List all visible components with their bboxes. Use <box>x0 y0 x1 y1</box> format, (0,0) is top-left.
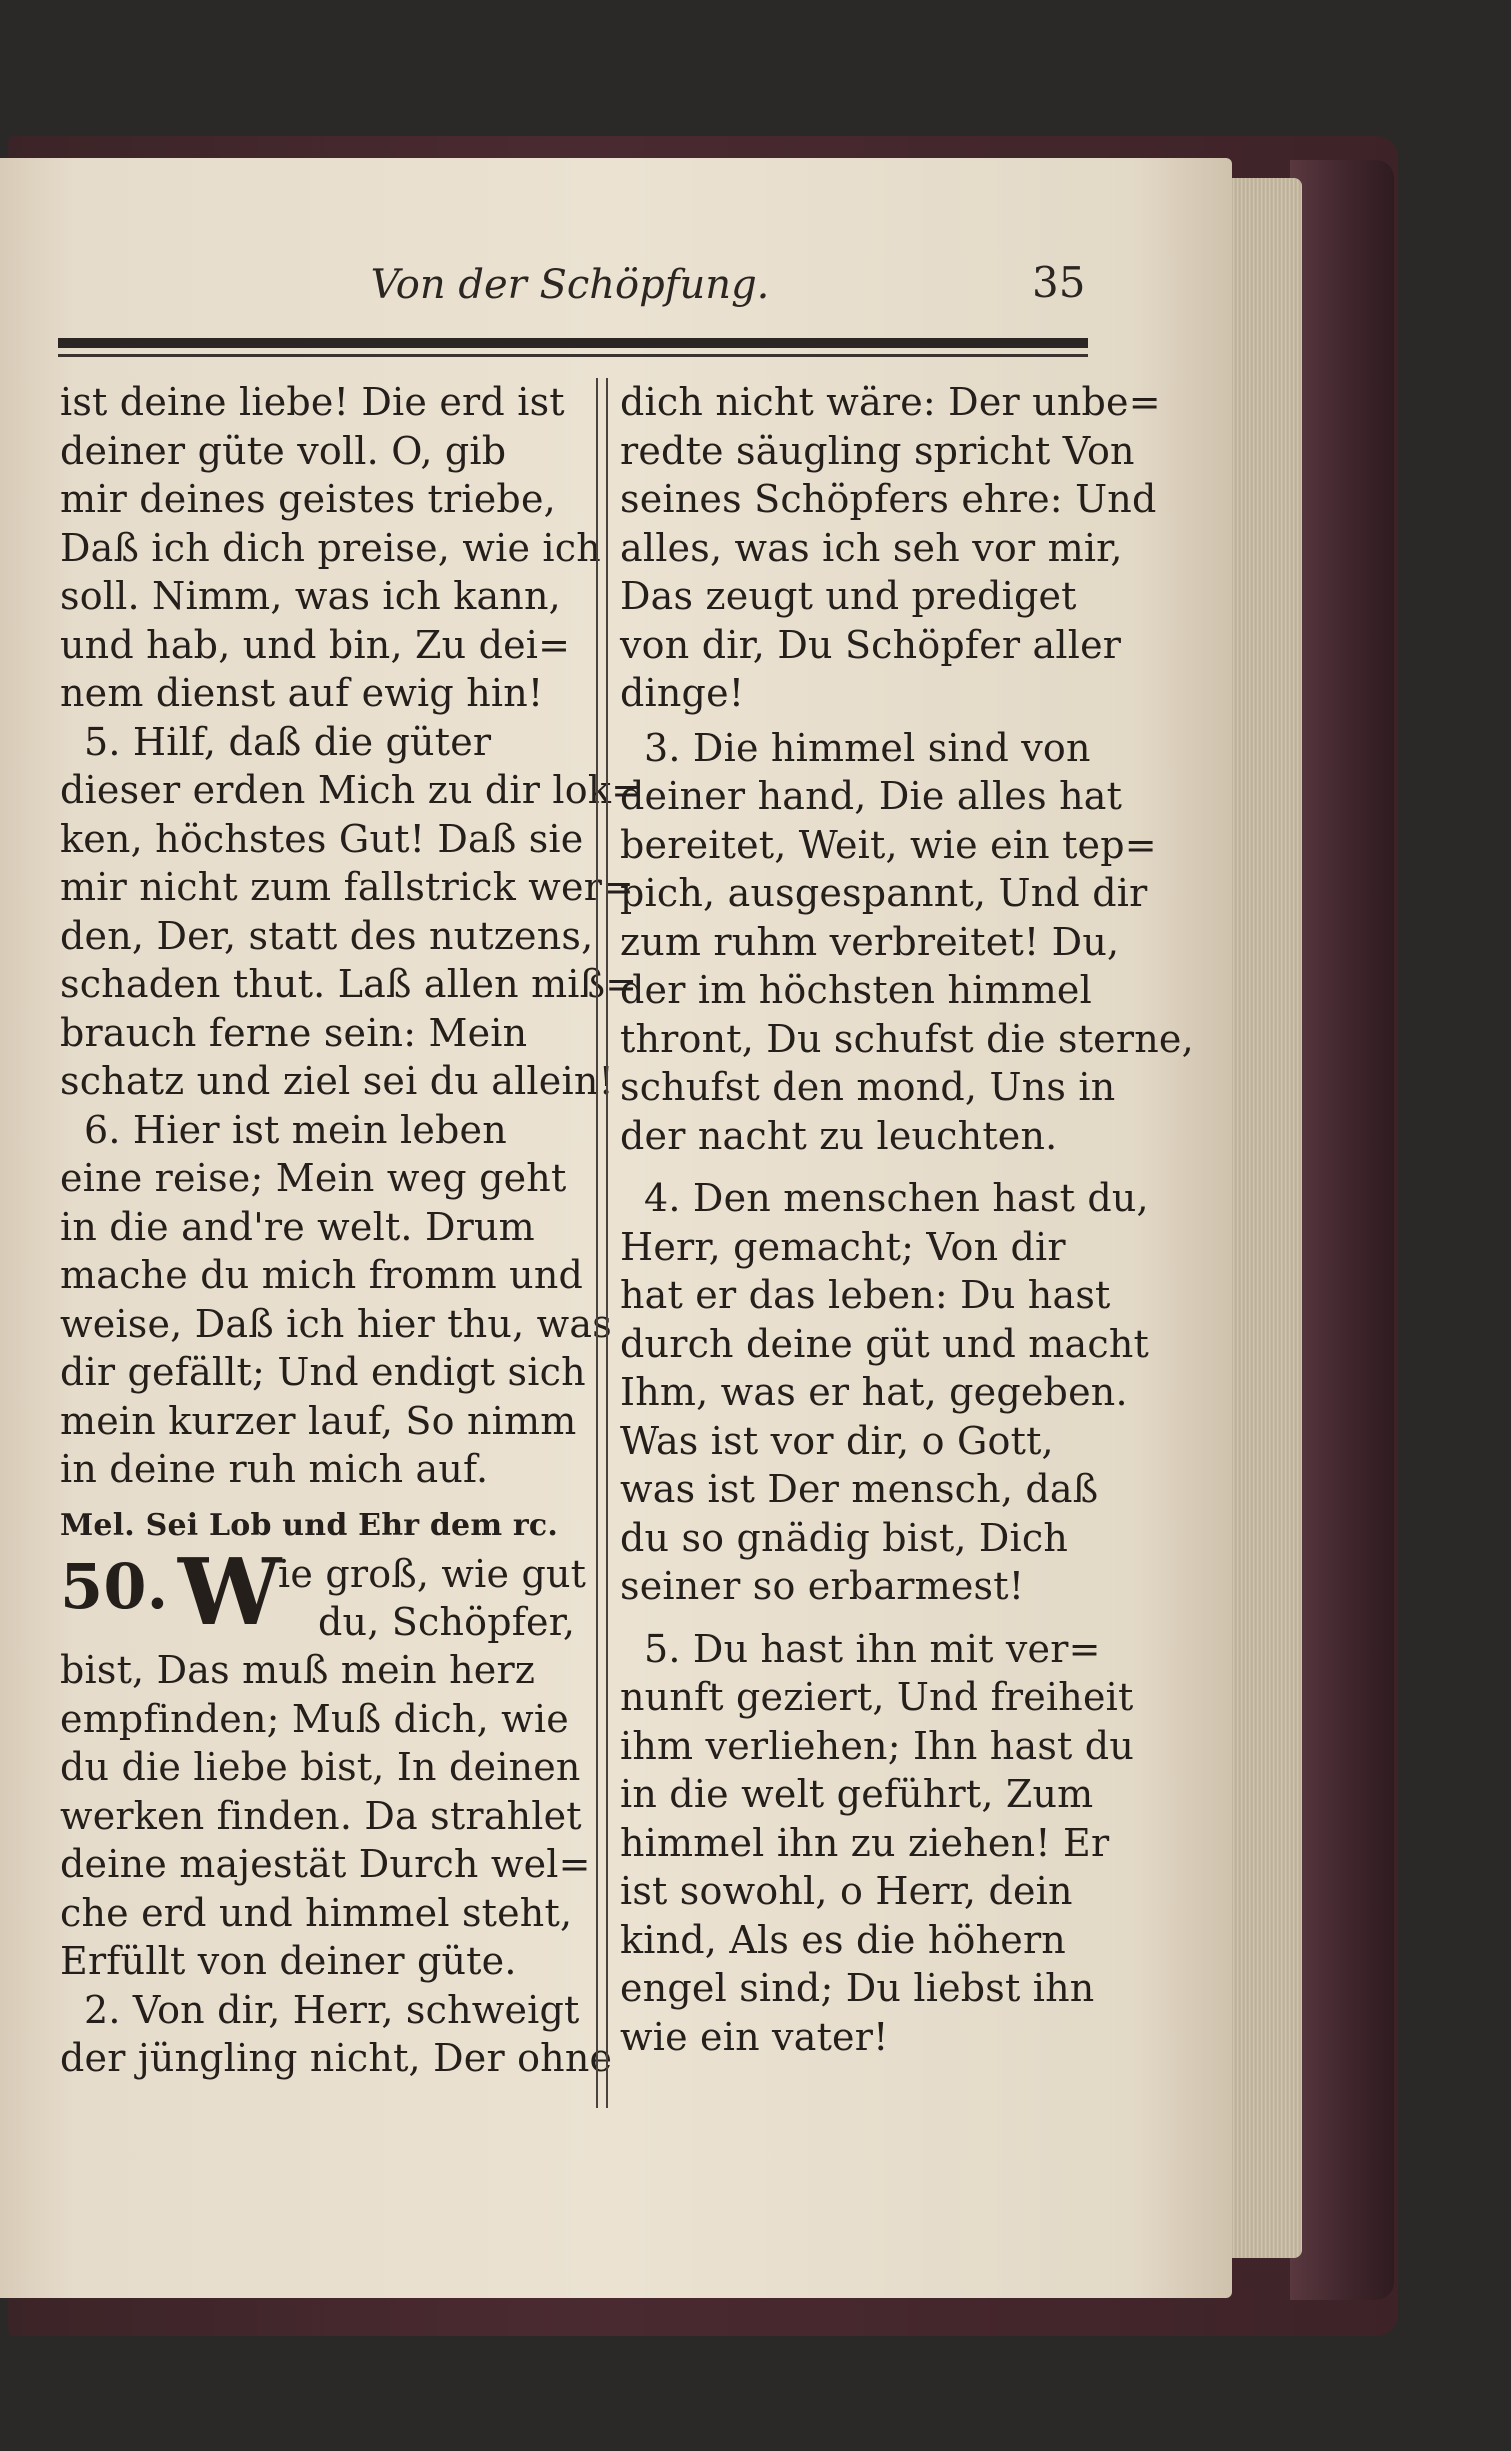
text-line: dinge! <box>620 671 745 715</box>
text-line: schatz und ziel sei du allein! <box>60 1059 614 1103</box>
text-line: nunft geziert, Und freiheit <box>620 1675 1134 1719</box>
text-line: dieser erden Mich zu dir lok= <box>60 768 644 812</box>
text-line: deine majestät Durch wel= <box>60 1842 591 1886</box>
hymn-heading <box>60 1538 590 1646</box>
text-line: Erfüllt von deiner güte. <box>60 1939 517 1983</box>
hymn-number: 50. <box>60 1550 169 1623</box>
text-line: 2. Von dir, Herr, schweigt <box>84 1987 580 2032</box>
text-line: deiner hand, Die alles hat <box>620 774 1123 818</box>
text-line: alles, was ich seh vor mir, <box>620 525 1123 570</box>
text-line: ist sowohl, o Herr, dein <box>620 1869 1073 1913</box>
running-head: Von der Schöpfung. <box>370 262 770 308</box>
text-line: 4. Den menschen hast du, <box>644 1176 1149 1220</box>
text-line: bereitet, Weit, wie ein tep= <box>620 822 1157 867</box>
text-line: ken, höchstes Gut! Daß sie <box>60 816 584 861</box>
text-line: soll. Nimm, was ich kann, <box>60 574 561 618</box>
left-column <box>60 378 644 2083</box>
text-line: Das zeugt und prediget <box>620 574 1077 618</box>
text-line: redte säugling spricht Von <box>620 428 1135 473</box>
column-divider <box>596 378 608 2108</box>
text-line: seines Schöpfers ehre: Und <box>620 477 1157 521</box>
text-line: empfinden; Muß dich, wie <box>60 1696 569 1741</box>
text-line: schaden thut. Laß allen miß= <box>60 962 638 1006</box>
text-line: bist, Das muß mein herz <box>60 1648 536 1692</box>
text-line: hat er das leben: Du hast <box>620 1273 1111 1317</box>
text-line: von dir, Du Schöpfer aller <box>620 622 1122 667</box>
text-line: mir nicht zum fallstrick wer= <box>60 865 635 909</box>
right-column <box>620 378 1194 2061</box>
text-line: weise, Daß ich hier thu, was <box>60 1301 612 1346</box>
text-line: 5. Hilf, daß die güter <box>84 719 492 764</box>
page-edges <box>1222 178 1302 2258</box>
text-line: Ihm, was er hat, gegeben. <box>620 1370 1128 1414</box>
text-line: du so gnädig bist, Dich <box>620 1515 1069 1560</box>
text-line: werken finden. Da strahlet <box>60 1793 582 1838</box>
text-line: mache du mich fromm und <box>60 1253 584 1297</box>
text-line: che erd und himmel steht, <box>60 1890 573 1935</box>
text-line: du die liebe bist, In deinen <box>60 1745 581 1789</box>
text-line: deiner güte voll. O, gib <box>60 428 507 473</box>
text-line: 3. Die himmel sind von <box>644 725 1091 770</box>
text-line: ihm verliehen; Ihn hast du <box>620 1723 1134 1768</box>
melody-line: Mel. Sei Lob und Ehr dem rc. <box>60 1507 559 1543</box>
hymn-second-line: du, Schöpfer, <box>318 1600 576 1644</box>
text-line: kind, Als es die höhern <box>620 1917 1066 1962</box>
text-line: in die welt geführt, Zum <box>620 1772 1094 1816</box>
page-number: 35 <box>1032 258 1086 307</box>
cover-edge <box>1290 160 1394 2300</box>
hymn-first-line: ie groß, wie gut <box>278 1552 587 1596</box>
text-line: den, Der, statt des nutzens, <box>60 913 594 958</box>
text-line: engel sind; Du liebst ihn <box>620 1966 1095 2010</box>
text-line: dich nicht wäre: Der unbe= <box>620 380 1161 424</box>
text-line: seiner so erbarmest! <box>620 1564 1025 1608</box>
text-line: pich, ausgespannt, Und dir <box>620 871 1148 915</box>
text-line: schufst den mond, Uns in <box>620 1065 1116 1109</box>
text-line: der jüngling nicht, Der ohne <box>60 2036 613 2080</box>
text-line: und hab, und bin, Zu dei= <box>60 622 571 667</box>
text-line: in die and're welt. Drum <box>60 1204 535 1249</box>
text-line: mir deines geistes triebe, <box>60 477 556 521</box>
text-line: durch deine güt und macht <box>620 1321 1150 1366</box>
header-rule-thin <box>58 354 1088 357</box>
text-line: 5. Du hast ihn mit ver= <box>644 1626 1101 1671</box>
text-line: Daß ich dich preise, wie ich <box>60 525 601 570</box>
text-line: Was ist vor dir, o Gott, <box>620 1418 1054 1463</box>
text-line: brauch ferne sein: Mein <box>60 1010 528 1055</box>
text-line: 6. Hier ist mein leben <box>84 1107 507 1152</box>
text-line: in deine ruh mich auf. <box>60 1447 489 1491</box>
text-line: ist deine liebe! Die erd ist <box>60 380 565 424</box>
text-line: zum ruhm verbreitet! Du, <box>620 919 1120 964</box>
text-line: eine reise; Mein weg geht <box>60 1156 567 1200</box>
text-line: nem dienst auf ewig hin! <box>60 671 544 715</box>
text-line: der nacht zu leuchten. <box>620 1113 1058 1158</box>
text-line: der im höchsten himmel <box>620 968 1092 1012</box>
text-line: wie ein vater! <box>620 2014 889 2059</box>
text-line: was ist Der mensch, daß <box>620 1467 1099 1511</box>
text-line: himmel ihn zu ziehen! Er <box>620 1820 1110 1865</box>
text-line: Herr, gemacht; Von dir <box>620 1224 1066 1269</box>
drop-initial: W <box>178 1538 282 1646</box>
text-line: dir gefällt; Und endigt sich <box>60 1350 586 1394</box>
text-line: thront, Du schufst die sterne, <box>620 1016 1194 1061</box>
text-line: mein kurzer lauf, So nimm <box>60 1398 577 1443</box>
header-rule-thick <box>58 338 1088 348</box>
